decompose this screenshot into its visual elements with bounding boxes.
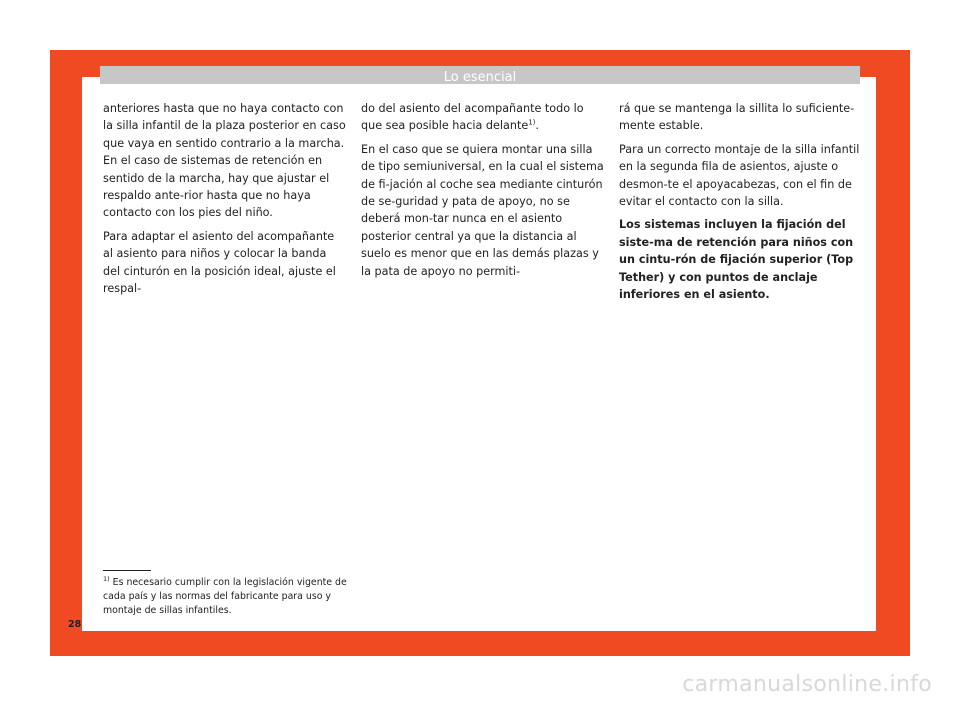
paragraph — [361, 100, 605, 135]
paragraph: Para adaptar el asiento del acompañante al asiento para niños y colocar la banda del cinturón en la posición ideal, ajuste el respal- — [103, 229, 336, 296]
paragraph: anteriores hasta que no haya contacto con la silla infantil de la plaza posterior en caso que vaya en sentido contrario a la marcha. En el caso de sistemas de retención en sentido de la marcha, hay que ajustar el respaldo ante-rior hasta que no haya contacto con los pies del niño. — [103, 102, 346, 220]
paragraph-text: do del asiento del acompañante todo lo que sea posible hacia delante — [361, 102, 584, 133]
section-title: Lo esencial — [443, 70, 517, 85]
text-column-1 — [103, 100, 347, 303]
footnote — [103, 576, 347, 618]
footnote-marker: 1) — [103, 574, 110, 583]
section-header — [100, 66, 860, 84]
footnote-divider — [103, 570, 151, 571]
page-number: 28 — [68, 619, 82, 630]
text-column-2 — [361, 100, 605, 286]
bold-paragraph: Los sistemas incluyen la fijación del siste-ma de retención para niños con un cintu-rón de fijación superior (Top Tether) y con puntos de anclaje inferiores en el asiento. — [619, 218, 854, 302]
paragraph: rá que se mantenga la sillita lo suficiente-mente estable. — [619, 102, 855, 133]
text-column-3 — [619, 100, 863, 309]
paragraph-end: . — [535, 119, 539, 133]
paragraph: Para un correcto montaje de la silla infantil en la segunda fila de asientos, ajuste o desmon-te el apoyacabezas, con el fin de evitar el contacto con la silla. — [619, 142, 860, 209]
paragraph: En el caso que se quiera montar una silla de tipo semiuniversal, en la cual el sistema de fi-jación al coche sea mediante cinturón de se-guridad y pata de apoyo, no se deberá mon-tar nunca en el asiento posterior central ya que la distancia al suelo es menor que en las demás plazas y la pata de apoyo no permiti- — [361, 142, 604, 278]
footnote-reference[interactable]: 1) — [528, 118, 536, 127]
footnote-text: Es necesario cumplir con la legislación vigente de cada país y las normas del fabricante para uso y montaje de sillas infantiles. — [103, 577, 347, 616]
watermark: carmanualsonline.info — [682, 672, 932, 697]
